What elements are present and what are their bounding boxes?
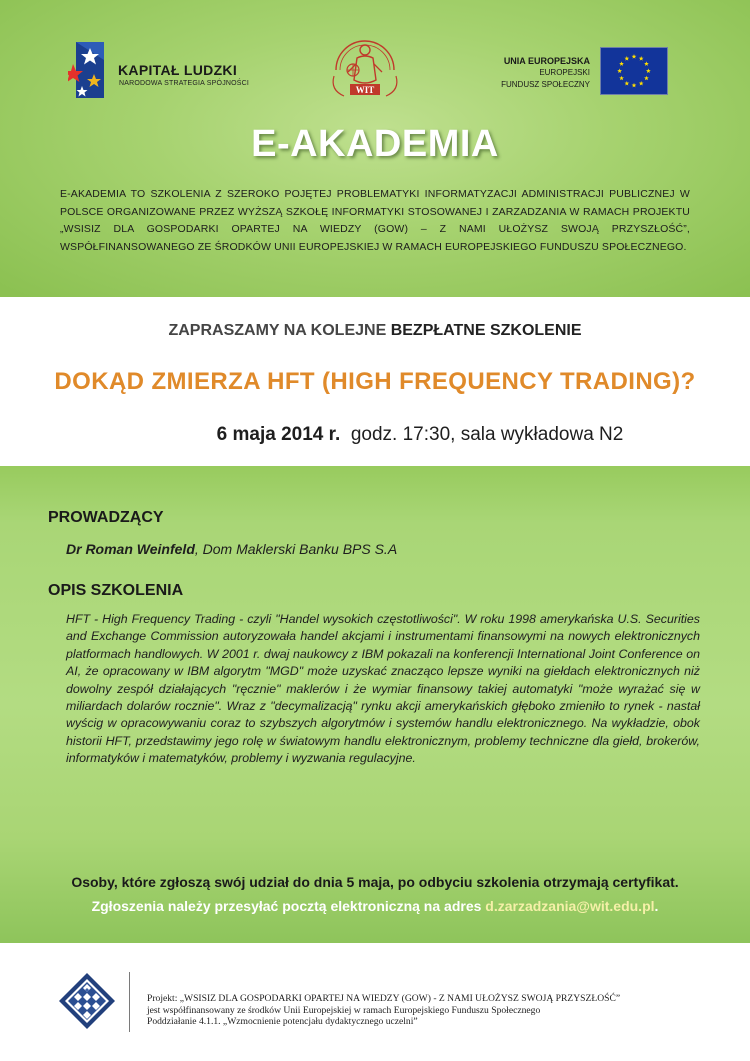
invitation-prefix: ZAPRASZAMY NA KOLEJNE [168,322,391,339]
unia-europejska-logo [488,47,670,97]
footer-project-info [147,993,727,1028]
course-heading: OPIS SZKOLENIA [48,582,184,599]
registration-suffix: . [654,898,659,914]
registration-prefix: Zgłoszenia należy przesyłać pocztą elektroniczną na adres [91,898,486,914]
footer-line-2: jest współfinansowany ze środków Unii Europejskiej w ramach Europejskiego Funduszu Społecznego [147,1004,541,1016]
lecturer-affiliation: , Dom Maklerski Banku BPS S.A [194,541,398,557]
wit-logo-icon [326,36,404,102]
kapital-ludzki-logo [68,40,268,104]
lecturer-heading: PROWADZĄCY [48,509,164,526]
event-time-place: godz. 17:30, sala wykładowa N2 [350,424,624,445]
ue-line-2: FUNDUSZ SPOŁECZNY [501,80,590,89]
ue-text-block [501,55,590,91]
invitation-highlight: BEZPŁATNE SZKOLENIE [390,322,582,339]
invitation-line [0,322,750,340]
registration-email-link[interactable]: d.zarzadzania@wit.edu.pl [485,898,655,914]
course-description: HFT - High Frequency Trading - czyli "Handel wysokich częstotliwości". W roku 1998 amerykańska U.S. Securities and Exchange Commission autoryzowała handel akcjami i instrumentami finansowymi na nowych elektronicznych platformach handlowych. W 2001 r. dwaj naukowcy z IBM pokazali na konferencji International Joint Conference on AI, że opracowany w IBM algorytm "MGD" może uzyskać znacząco lepsze wyniki na giełdach elektronicznych niż dowolny zespół działających "ręcznie" maklerów i że wymiar finansowy takiej automatyki "może wyrażać się w miliardach dolarów rocznie". Wraz z "decymalizacją" rynku akcji amerykańskich głęboko zmieniło to rynek - nastał wyścig w opracowywaniu coraz to szybszych algorytmów i systemów handlu elektronicznego. Na wykładzie, obok historii HFT, przedstawimy jego rolę w światowym handlu elektronicznym, problemy techniczne dla giełd, brokerów, informatyków i matematyków, problemy i wyzwania regulacyjne. [66,612,700,766]
registration-notice [0,898,750,914]
event-date: 6 maja 2014 r. [216,424,341,445]
footer-divider [129,972,130,1032]
wit-logo-label: WIT [355,85,375,95]
kapital-ludzki-subtitle: NARODOWA STRATEGIA SPÓJNOŚCI [119,80,250,87]
kapital-ludzki-emblem-icon [68,40,110,102]
eu-flag-icon [600,47,668,95]
lecturer-line [66,541,397,557]
footer-line-3: Poddziałanie 4.1.1. „Wzmocnienie potencjału dydaktycznego uczelni” [147,1016,418,1028]
event-datetime [0,424,750,446]
event-title: DOKĄD ZMIERZA HFT (HIGH FREQUENCY TRADING)? [54,368,696,395]
footer-line-1: Projekt: „WSISIZ DLA GOSPODARKI OPARTEJ NA WIEDZY (GOW) - Z NAMI UŁOŻYSZ SWOJĄ PRZYSZŁOŚĆ” [147,993,621,1004]
ue-title: UNIA EUROPEJSKA [503,56,590,66]
kapital-ludzki-title: KAPITAŁ LUDZKI [118,62,238,78]
e-akademia-title: E-AKADEMIA [251,123,499,165]
lecturer-name: Dr Roman Weinfeld [66,541,195,557]
ue-line-1: EUROPEJSKI [539,68,590,77]
e-akademia-description: E-AKADEMIA TO SZKOLENIA Z SZEROKO POJĘTEJ PROBLEMATYKI INFORMATYZACJI ADMINISTRACJI PUBLICZNEJ W POLSCE ORGANIZOWANE PRZEZ WYŻSZĄ SZKOŁĘ INFORMATYKI STOSOWANEJ I ZARZADZANIA W RAMACH PROJEKTU „WSISIZ DLA GOSPODARKI OPARTEJ NA WIEDZY (GOW) – Z NAMI UŁOŻYSZ SWOJĄ PRZYSZŁOŚĆ”, WSPÓŁFINANSOWANEGO ZE ŚRODKÓW UNII EUROPEJSKIEJ W RAMACH EUROPEJSKIEGO FUNDUSZU SPOŁECZNEGO. [60,188,690,253]
wsisiz-diamond-logo-icon [58,972,116,1030]
certificate-notice: Osoby, które zgłoszą swój udział do dnia 5 maja, po odbyciu szkolenia otrzymają certyfikat. [71,874,679,890]
